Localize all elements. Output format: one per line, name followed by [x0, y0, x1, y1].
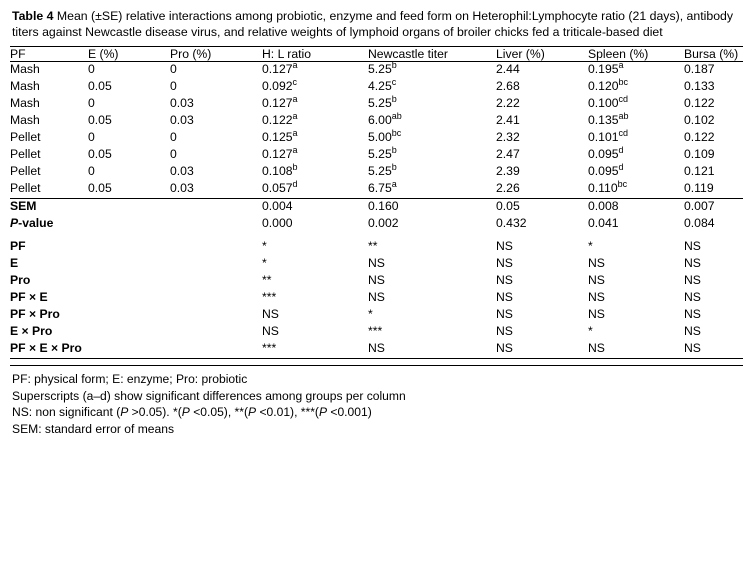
cell-newcastle: 5.25$^b$: [368, 60, 397, 77]
stats-newcastle: 0.002: [368, 216, 399, 231]
effect-blank-pro: [170, 307, 262, 324]
effect-hl-ratio: NS: [262, 324, 279, 339]
table-row: [10, 113, 743, 130]
table-head: [10, 47, 743, 62]
effect-liver: NS: [496, 256, 513, 271]
cell-e: 0.05: [88, 147, 112, 162]
cell-e: 0.05: [88, 181, 170, 199]
cell-pro: 0: [170, 62, 177, 77]
effect-liver: NS: [496, 307, 513, 322]
cell-liver: 2.68: [496, 79, 520, 94]
stats-blank-pro: [170, 216, 262, 233]
effect-row: [10, 290, 743, 307]
cell-hl-ratio: 0.127$^a$: [262, 145, 298, 162]
table-bottom-rule: [10, 365, 743, 366]
cell-liver: 2.47: [496, 147, 520, 162]
effect-newcastle: NS: [368, 256, 385, 271]
stats-blank-e: [88, 199, 170, 217]
effect-label: E × Pro: [10, 324, 53, 339]
table-row: [10, 130, 743, 147]
effect-blank-pro: [170, 324, 262, 341]
cell-pro: 0.03: [170, 96, 194, 111]
cell-bursa: 0.122: [684, 96, 715, 111]
effect-hl-ratio: **: [262, 273, 272, 288]
effect-bursa: NS: [684, 307, 701, 322]
effect-blank-pro: [170, 290, 262, 307]
cell-pro: 0: [170, 147, 177, 162]
effect-liver: NS: [496, 273, 513, 288]
cell-newcastle: 4.25$^c$: [368, 77, 397, 94]
effect-blank-pro: [170, 239, 262, 256]
effect-spleen: *: [588, 239, 593, 254]
footnote-line-1: PF: physical form; E: enzyme; Pro: probiotic: [12, 372, 248, 387]
column-header-liver: Liver (%): [496, 47, 588, 62]
cell-newcastle: 5.25$^b$: [368, 162, 397, 179]
table-header-row: [10, 47, 743, 62]
effect-spleen: NS: [588, 290, 605, 305]
effect-blank-e: [88, 239, 170, 256]
effect-label: PF × E: [10, 290, 48, 305]
cell-bursa: 0.109: [684, 147, 715, 162]
cell-bursa: 0.133: [684, 79, 715, 94]
effect-blank-e: [88, 290, 170, 307]
cell-newcastle: 6.00$^{ab}$: [368, 111, 402, 128]
effect-newcastle: **: [368, 239, 378, 254]
effect-blank-e: [88, 256, 170, 273]
cell-pf: Mash: [10, 79, 40, 94]
cell-e: 0: [88, 62, 95, 77]
cell-e: 0: [88, 164, 95, 179]
cell-hl-ratio: 0.108$^b$: [262, 162, 298, 179]
cell-bursa: 0.102: [684, 113, 715, 128]
effect-label: PF × E × Pro: [10, 341, 88, 359]
table-row: [10, 96, 743, 113]
cell-bursa: 0.121: [684, 164, 715, 179]
effect-spleen: NS: [588, 307, 605, 322]
cell-liver: 2.26: [496, 181, 588, 199]
cell-liver: 2.39: [496, 164, 520, 179]
cell-spleen: 0.101$^{cd}$: [588, 128, 629, 145]
effect-blank-e: [88, 341, 170, 359]
effect-bursa: NS: [684, 290, 701, 305]
table-body: [10, 62, 743, 359]
stats-newcastle: 0.160: [368, 199, 399, 214]
table-row: [10, 164, 743, 181]
cell-bursa: 0.119: [684, 181, 743, 199]
cell-bursa: 0.187: [684, 62, 715, 77]
footnote-line-2: Superscripts (a–d) show significant differences among groups per column: [12, 388, 406, 403]
cell-bursa: 0.122: [684, 130, 715, 145]
stats-hl-ratio: 0.000: [262, 216, 293, 231]
stats-bursa: 0.084: [684, 216, 715, 231]
stats-liver: 0.05: [496, 199, 520, 214]
cell-spleen: 0.120$^{bc}$: [588, 77, 629, 94]
cell-e: 0: [88, 96, 95, 111]
effect-row: [10, 273, 743, 290]
stats-liver: 0.432: [496, 216, 527, 231]
effect-liver: NS: [496, 290, 513, 305]
effect-blank-e: [88, 324, 170, 341]
stats-bursa: 0.007: [684, 199, 715, 214]
effect-hl-ratio: ***: [262, 341, 368, 359]
cell-hl-ratio: 0.125$^a$: [262, 128, 298, 145]
table-caption-label: Table 4: [12, 9, 54, 23]
cell-pro: 0: [170, 79, 177, 94]
column-header-pro: Pro (%): [170, 47, 262, 62]
cell-hl-ratio: 0.127$^a$: [262, 94, 298, 111]
effect-newcastle: NS: [368, 273, 385, 288]
cell-spleen: 0.100$^{cd}$: [588, 94, 629, 111]
effect-row: [10, 307, 743, 324]
footnote-line-3: NS: non significant (P >0.05). *(P <0.05), **(P <0.01), ***(P <0.001): [12, 405, 372, 420]
column-header-newcastle-titer: Newcastle titer: [368, 47, 496, 62]
stats-blank-pro: [170, 199, 262, 217]
effect-row: [10, 239, 743, 256]
cell-pf: Mash: [10, 96, 40, 111]
effect-hl-ratio: NS: [262, 307, 279, 322]
effect-row: [10, 256, 743, 273]
effect-newcastle: NS: [368, 341, 496, 359]
cell-liver: 2.41: [496, 113, 520, 128]
effect-newcastle: *: [368, 307, 373, 322]
stats-spleen: 0.008: [588, 199, 619, 214]
cell-pf: Pellet: [10, 181, 88, 199]
effect-liver: NS: [496, 341, 588, 359]
effect-label: E: [10, 256, 19, 271]
effect-hl-ratio: ***: [262, 290, 277, 305]
cell-hl-ratio: 0.057$^d$: [262, 181, 368, 199]
cell-newcastle: 5.25$^b$: [368, 145, 397, 162]
stats-row: [10, 216, 743, 233]
effect-liver: NS: [496, 239, 513, 254]
effect-row: [10, 341, 743, 359]
cell-spleen: 0.110$^{bc}$: [588, 181, 684, 199]
effect-liver: NS: [496, 324, 513, 339]
table-row: [10, 147, 743, 164]
data-table: [10, 46, 743, 359]
effect-newcastle: NS: [368, 290, 385, 305]
table-row: [10, 62, 743, 80]
effect-label: PF: [10, 239, 26, 254]
table-row: [10, 79, 743, 96]
effect-bursa: NS: [684, 273, 701, 288]
cell-pf: Mash: [10, 113, 40, 128]
effect-row: [10, 324, 743, 341]
cell-newcastle: 5.25$^b$: [368, 94, 397, 111]
cell-pf: Pellet: [10, 130, 41, 145]
effect-label: PF × Pro: [10, 307, 60, 322]
cell-liver: 2.22: [496, 96, 520, 111]
effect-blank-e: [88, 307, 170, 324]
column-header-spleen: Spleen (%): [588, 47, 684, 62]
cell-pro: 0: [170, 130, 177, 145]
cell-pf: Mash: [10, 62, 40, 77]
effect-spleen: NS: [588, 273, 605, 288]
effect-spleen: *: [588, 324, 593, 339]
table-row: [10, 181, 743, 199]
effect-blank-pro: [170, 256, 262, 273]
cell-pro: 0.03: [170, 113, 194, 128]
effect-newcastle: ***: [368, 324, 383, 339]
cell-spleen: 0.135$^{ab}$: [588, 111, 629, 128]
cell-pro: 0.03: [170, 181, 262, 199]
effect-bursa: NS: [684, 341, 743, 359]
cell-hl-ratio: 0.122$^a$: [262, 111, 298, 128]
effect-label: Pro: [10, 273, 31, 288]
cell-liver: 2.44: [496, 62, 520, 77]
effect-hl-ratio: *: [262, 256, 267, 271]
cell-spleen: 0.095$^d$: [588, 145, 624, 162]
cell-spleen: 0.195$^a$: [588, 60, 624, 77]
cell-spleen: 0.095$^d$: [588, 162, 624, 179]
stats-row: [10, 199, 743, 217]
cell-pro: 0.03: [170, 164, 194, 179]
cell-pf: Pellet: [10, 164, 41, 179]
stats-spleen: 0.041: [588, 216, 619, 231]
stats-hl-ratio: 0.004: [262, 199, 293, 214]
cell-hl-ratio: 0.127$^a$: [262, 60, 298, 77]
table-caption: [10, 8, 743, 40]
cell-e: 0.05: [88, 79, 112, 94]
effect-bursa: NS: [684, 324, 701, 339]
effect-spleen: NS: [588, 341, 684, 359]
cell-liver: 2.32: [496, 130, 520, 145]
cell-e: 0: [88, 130, 95, 145]
cell-pf: Pellet: [10, 147, 41, 162]
effect-spleen: NS: [588, 256, 605, 271]
footnote-line-4: SEM: standard error of means: [12, 421, 174, 436]
stats-label: SEM: [10, 199, 37, 214]
column-header-pf: PF: [10, 47, 88, 62]
effect-blank-pro: [170, 341, 262, 359]
effect-blank-pro: [170, 273, 262, 290]
table-caption-text: Mean (±SE) relative interactions among probiotic, enzyme and feed form on Heterophil:Lymphocyte ratio (21 days), antibody titers against Newcastle disease virus, and relative weights of lymphoid organs of broiler chicks fed a triticale-based diet: [12, 9, 734, 40]
cell-newcastle: 6.75$^a$: [368, 181, 496, 199]
column-header-hl-ratio: H: L ratio: [262, 47, 368, 62]
effect-blank-e: [88, 273, 170, 290]
column-header-bursa: Bursa (%): [684, 47, 743, 62]
cell-newcastle: 5.00$^{bc}$: [368, 128, 402, 145]
column-header-e: E (%): [88, 47, 170, 62]
cell-e: 0.05: [88, 113, 112, 128]
effect-hl-ratio: *: [262, 239, 267, 254]
table-footnotes: [10, 371, 743, 437]
cell-hl-ratio: 0.092$^c$: [262, 77, 297, 94]
effect-bursa: NS: [684, 256, 701, 271]
stats-blank-e: [88, 216, 170, 233]
stats-label: P-value: [10, 216, 54, 231]
effect-bursa: NS: [684, 239, 701, 254]
